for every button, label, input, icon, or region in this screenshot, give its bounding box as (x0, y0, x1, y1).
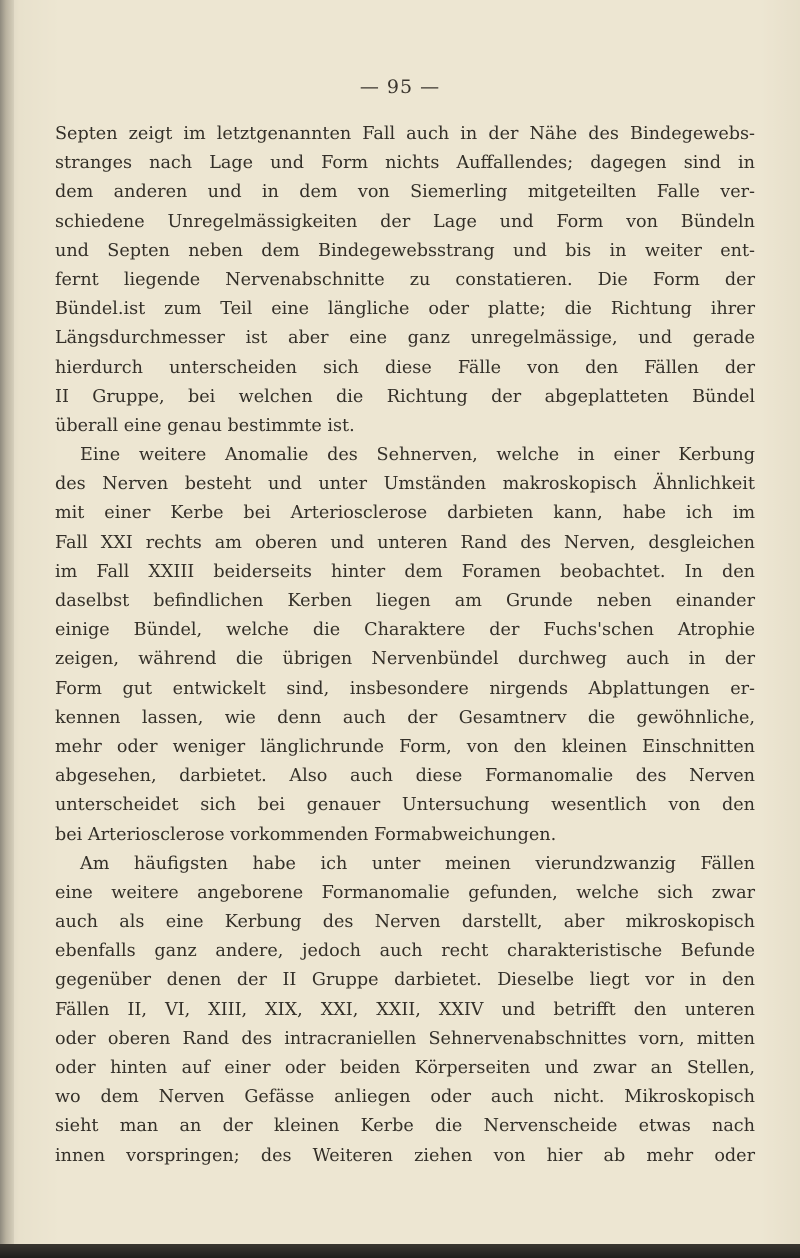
text-line: mehr oder weniger länglichrunde Form, von den kleinen Einschnitten (55, 736, 755, 757)
text-line: auch als eine Kerbung des Nerven darstellt, aber mikroskopisch (55, 912, 755, 933)
text-line: abgesehen, darbietet. Also auch diese Formanomalie des Nerven (55, 766, 755, 787)
text-line: daselbst befindlichen Kerben liegen am Grunde neben einander (55, 591, 755, 611)
scan-bottom-edge (0, 1244, 800, 1258)
text-line: eine weitere angeborene Formanomalie gefunden, welche sich zwar (55, 882, 755, 903)
text-line: Bündel.ist zum Teil eine längliche oder platte; die Richtung ihrer (55, 299, 755, 320)
text-line: einige Bündel, welche die Charaktere der Fuchs'schen Atrophie (55, 620, 755, 641)
text-line: hierdurch unterscheiden sich diese Fälle von den Fällen der (55, 357, 755, 378)
text-line: fernt liegende Nervenabschnitte zu constatieren. Die Form der (55, 269, 755, 290)
text-line: Form gut entwickelt sind, insbesondere nirgends Abplattungen er- (55, 678, 755, 699)
text-line: Fall XXI rechts am oberen und unteren Rand des Nerven, desgleichen (55, 532, 755, 553)
text-line: stranges nach Lage und Form nichts Auffallendes; dagegen sind in (55, 153, 755, 174)
binding-edge (0, 0, 14, 1258)
text-line: sieht man an der kleinen Kerbe die Nervenscheide etwas nach (55, 1116, 755, 1137)
text-line: kennen lassen, wie denn auch der Gesamtnerv die gewöhnliche, (55, 707, 755, 728)
body-text (55, 120, 755, 1171)
text-line: II Gruppe, bei welchen die Richtung der abgeplatteten Bündel (55, 386, 755, 407)
text-line: Fällen II, VI, XIII, XIX, XXI, XXII, XXIV und betrifft den unteren (55, 999, 755, 1020)
text-line: unterscheidet sich bei genauer Untersuchung wesentlich von den (55, 795, 755, 816)
text-line: Eine weitere Anomalie des Sehnerven, welche in einer Kerbung (80, 445, 755, 466)
text-line: wo dem Nerven Gefässe anliegen oder auch nicht. Mikroskopisch (55, 1087, 755, 1108)
text-line: oder hinten auf einer oder beiden Körperseiten und zwar an Stellen, (55, 1058, 755, 1078)
text-line: gegenüber denen der II Gruppe darbietet. Dieselbe liegt vor in den (55, 970, 755, 991)
text-line: Septen zeigt im letztgenannten Fall auch in der Nähe des Bindegewebs- (55, 124, 755, 144)
text-line: zeigen, während die übrigen Nervenbündel durchweg auch in der (55, 649, 755, 670)
text-line: und Septen neben dem Bindegewebsstrang und bis in weiter ent- (55, 240, 755, 261)
text-line: Längsdurchmesser ist aber eine ganz unregelmässige, und gerade (55, 328, 755, 349)
text-line: oder oberen Rand des intracraniellen Sehnervenabschnittes vorn, mitten (55, 1028, 755, 1049)
text-line: des Nerven besteht und unter Umständen makroskopisch Ähnlichkeit (55, 474, 755, 495)
text-line: mit einer Kerbe bei Arteriosclerose darbieten kann, habe ich im (55, 503, 755, 524)
text-line: Am häufigsten habe ich unter meinen vierundzwanzig Fällen (80, 853, 755, 874)
text-line: schiedene Unregelmässigkeiten der Lage und Form von Bündeln (55, 211, 755, 232)
page-number-header: — 95 — (359, 76, 441, 98)
text-line: bei Arteriosclerose vorkommenden Formabweichungen. (55, 824, 557, 845)
text-line: dem anderen und in dem von Siemerling mitgeteilten Falle ver- (55, 182, 755, 203)
text-line: ebenfalls ganz andere, jedoch auch recht charakteristische Befunde (55, 941, 755, 962)
text-line: im Fall XXIII beiderseits hinter dem Foramen beobachtet. In den (55, 561, 755, 582)
text-line: innen vorspringen; des Weiteren ziehen von hier ab mehr oder (55, 1145, 755, 1166)
text-line: überall eine genau bestimmte ist. (55, 415, 355, 436)
